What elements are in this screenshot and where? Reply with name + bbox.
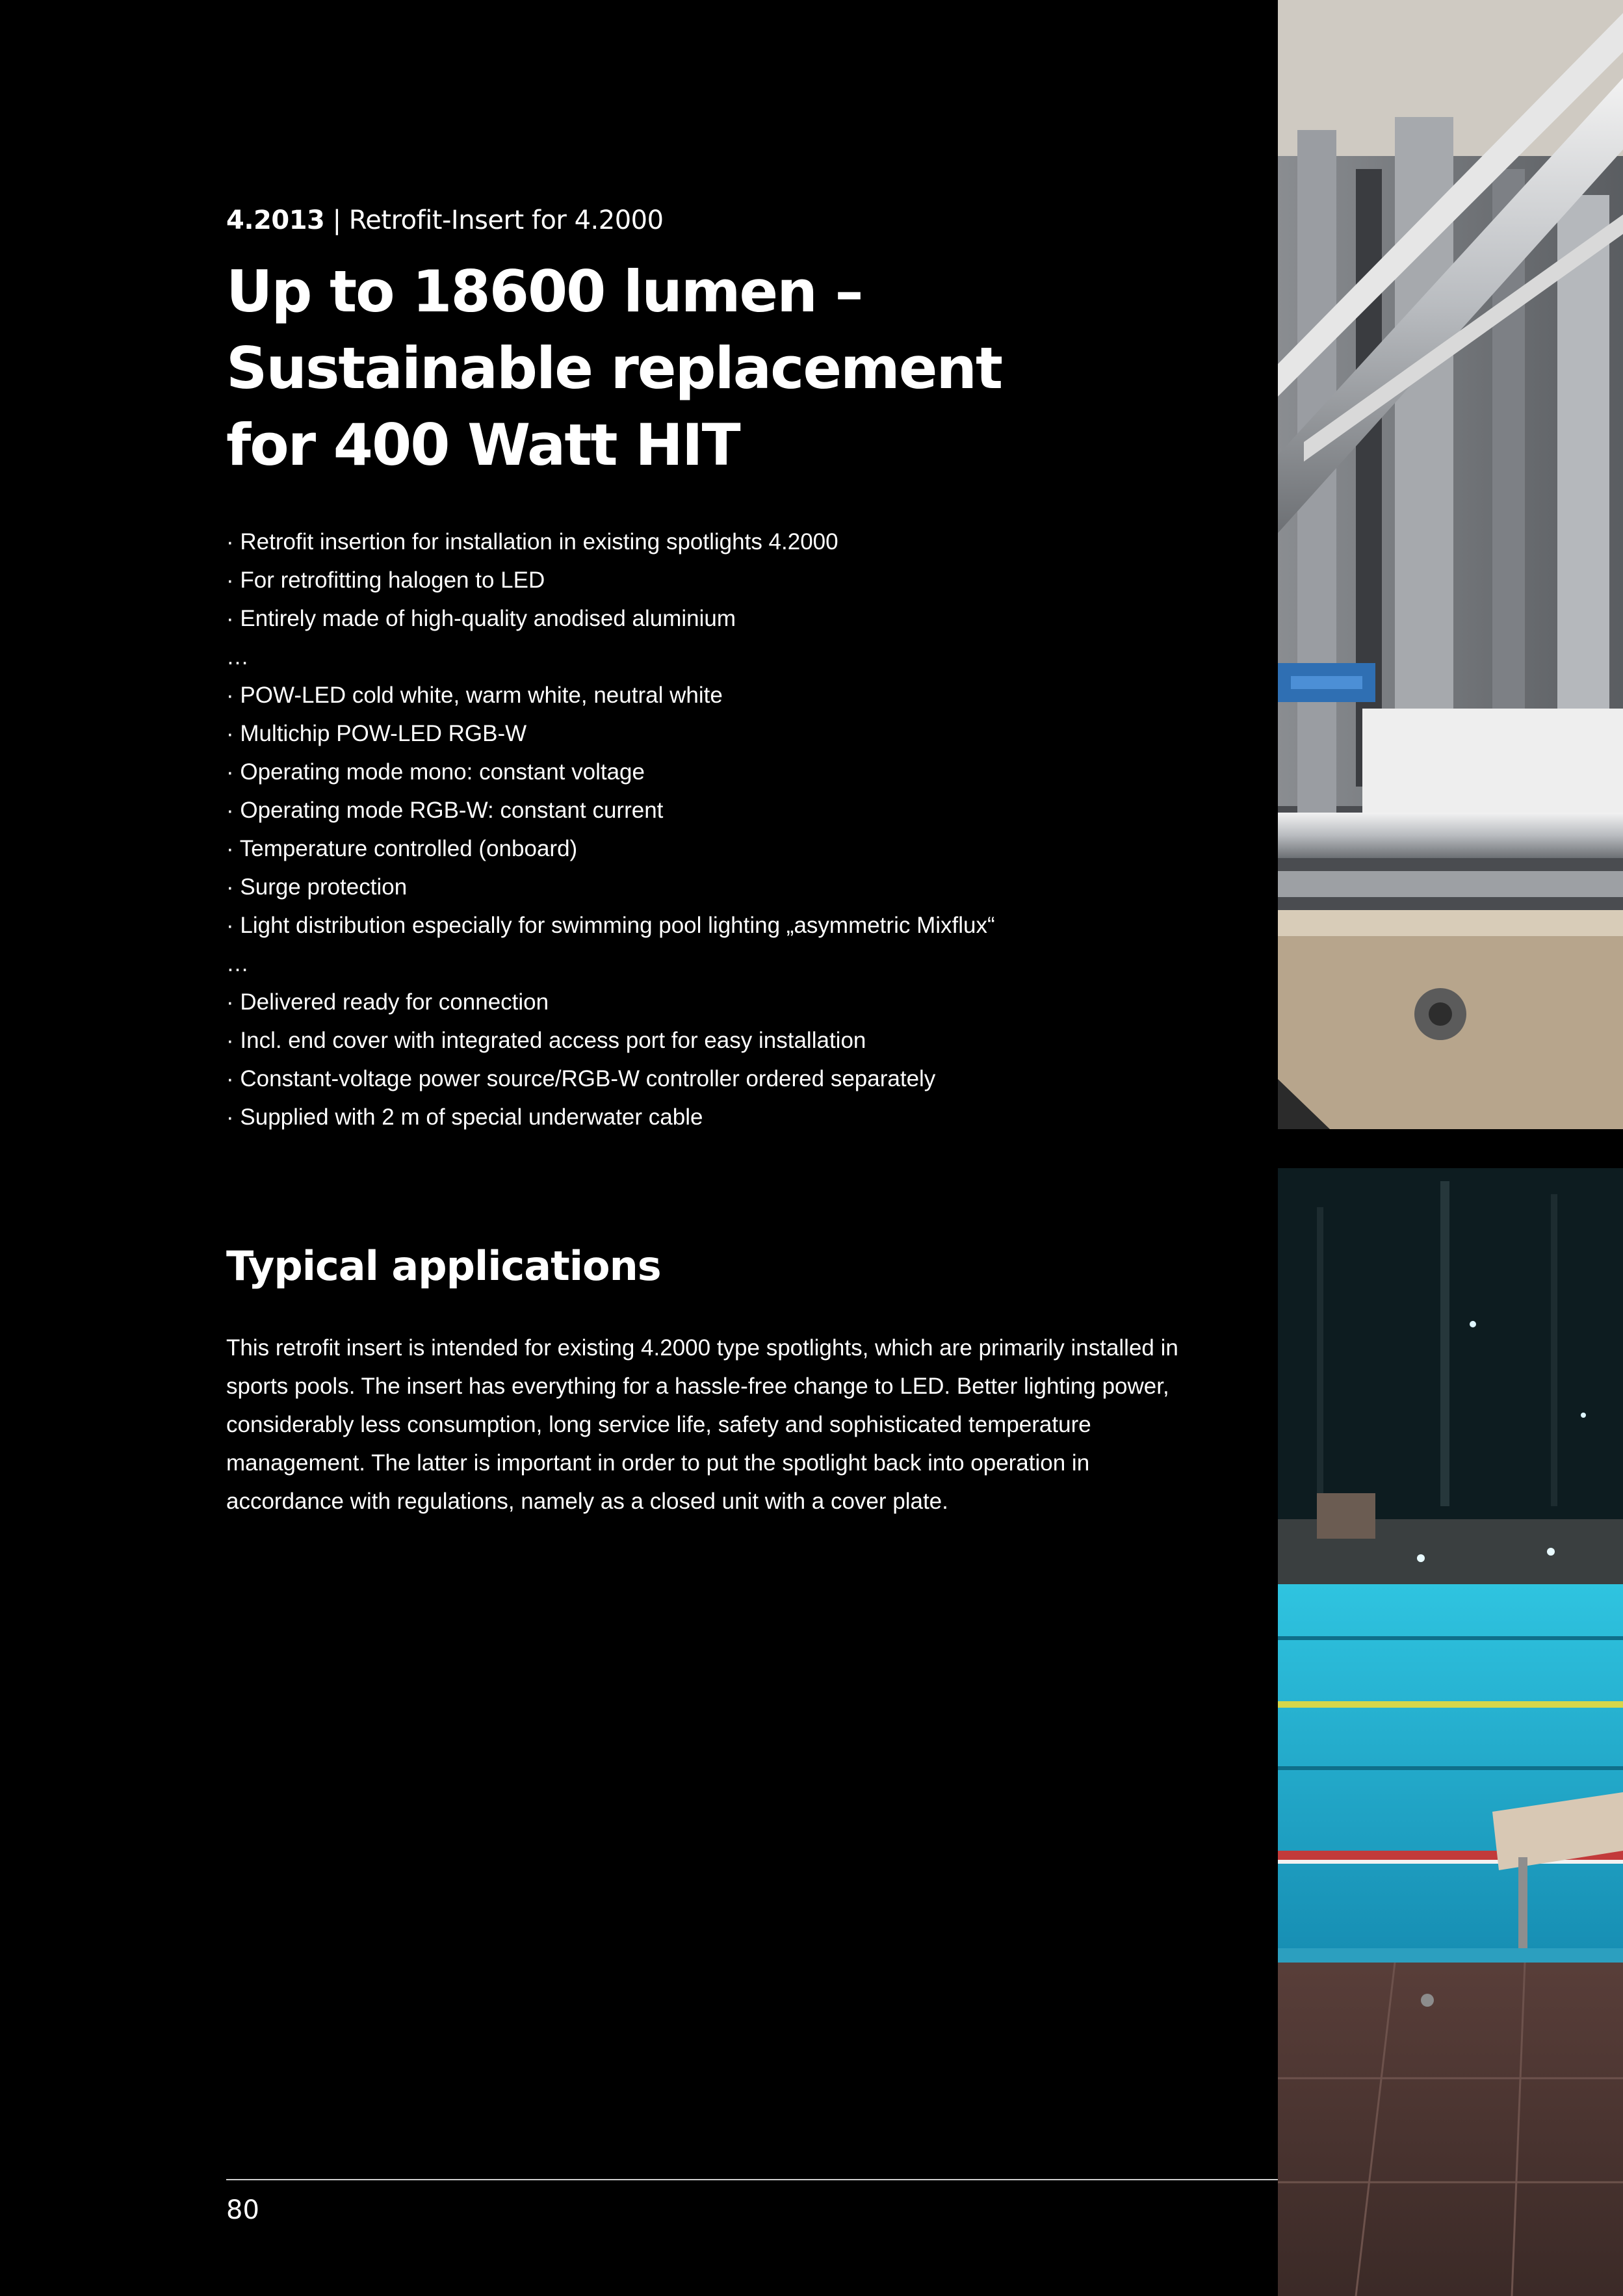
feature-item: · Light distribution especially for swimming pool lighting „asymmetric Mixflux“ xyxy=(226,913,995,938)
product-subtitle: Retrofit-Insert for 4.2000 xyxy=(348,205,664,235)
feature-item: · Surge protection xyxy=(226,874,408,900)
swimming-pool-illustration xyxy=(1278,1168,1623,2296)
feature-item: · Supplied with 2 m of special underwater cable xyxy=(226,1104,703,1130)
kicker-separator: | xyxy=(332,205,341,235)
feature-item: · Retrofit insertion for installation in existing spotlights 4.2000 xyxy=(226,529,838,554)
feature-item: · Entirely made of high-quality anodised aluminium xyxy=(226,606,736,631)
feature-item: · Temperature controlled (onboard) xyxy=(226,836,578,861)
headline-line: Up to 18600 lumen – xyxy=(226,258,863,325)
product-code: 4.2013 xyxy=(226,205,325,235)
feature-item: · For retrofitting halogen to LED xyxy=(226,567,545,593)
headline-line: Sustainable replacement xyxy=(226,335,1002,402)
feature-item: · Multichip POW-LED RGB-W xyxy=(226,721,527,746)
headline-line: for 400 Watt HIT xyxy=(226,411,740,478)
feature-ellipsis: … xyxy=(226,951,249,976)
product-kicker xyxy=(226,203,1201,238)
feature-item: · Incl. end cover with integrated access port for easy installation xyxy=(226,1028,866,1053)
pipe-room-photo xyxy=(1278,0,1623,1129)
feature-ellipsis: … xyxy=(226,644,249,670)
text-column xyxy=(226,203,1201,1520)
feature-item: · Operating mode RGB-W: constant current xyxy=(226,798,664,823)
applications-title: Typical applications xyxy=(226,1242,661,1290)
page-number: 80 xyxy=(226,2195,259,2225)
feature-list xyxy=(226,523,1201,1136)
feature-item: · Constant-voltage power source/RGB-W controller ordered separately xyxy=(226,1066,936,1091)
pipe-room-illustration xyxy=(1278,0,1623,1129)
swimming-pool-photo xyxy=(1278,1168,1623,2296)
headline xyxy=(226,254,1201,484)
applications-body: This retrofit insert is intended for existing 4.2000 type spotlights, which are primarily installed in sports pools. The insert has everything for a hassle-free change to LED. Better lighting power, considerably less consumption, long service life, safety and sophisticated temperature management. The latter is important in order to put the spotlight back into operation in accordance with regulations, namely as a closed unit with a cover plate. xyxy=(226,1335,1178,1514)
feature-item: · Operating mode mono: constant voltage xyxy=(226,759,645,785)
feature-item: · Delivered ready for connection xyxy=(226,989,549,1015)
feature-item: · POW-LED cold white, warm white, neutral white xyxy=(226,683,723,708)
